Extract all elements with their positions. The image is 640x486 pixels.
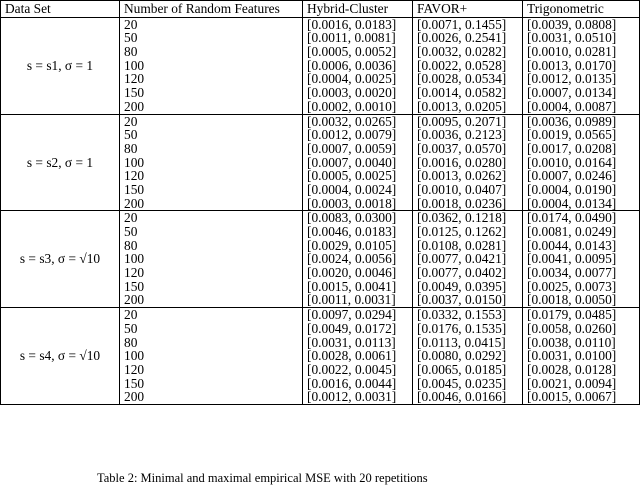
hybrid-cluster-cell-column [303, 308, 413, 405]
favor-plus-cell: [0.0332, 0.1553] [417, 307, 507, 323]
features-cell: 150 [124, 375, 145, 391]
features-cell: 20 [124, 113, 138, 129]
features-cell: 80 [124, 237, 138, 253]
hybrid-cluster-cell: [0.0046, 0.0183] [307, 224, 397, 240]
hybrid-cluster-cell: [0.0022, 0.0045] [307, 361, 397, 377]
trigonometric-cell: [0.0174, 0.0490] [527, 210, 617, 226]
hybrid-cluster-cell-column [303, 17, 413, 114]
favor-plus-cell: [0.0018, 0.0236] [417, 195, 507, 211]
trigonometric-cell: [0.0034, 0.0077] [527, 265, 617, 281]
favor-plus-cell: [0.0125, 0.1262] [417, 224, 507, 240]
hybrid-cluster-cell: [0.0003, 0.0018] [307, 195, 397, 211]
favor-plus-cell: [0.0071, 0.1455] [417, 16, 507, 32]
hybrid-cluster-cell: [0.0005, 0.0025] [307, 168, 397, 184]
hybrid-cluster-cell: [0.0097, 0.0294] [307, 307, 397, 323]
favor-plus-cell-column [413, 114, 523, 211]
hybrid-cluster-cell: [0.0031, 0.0113] [307, 334, 396, 350]
features-cell: 100 [124, 154, 145, 170]
features-cell-column [120, 308, 303, 405]
favor-plus-cell: [0.0065, 0.0185] [417, 361, 507, 377]
dataset-group-row [1, 308, 640, 405]
trigonometric-cell: [0.0007, 0.0134] [527, 85, 617, 101]
header-favor-plus: FAVOR+ [413, 1, 523, 18]
trigonometric-cell: [0.0044, 0.0143] [527, 237, 617, 253]
trigonometric-cell: [0.0036, 0.0989] [527, 113, 617, 129]
header-trigonometric: Trigonometric [523, 1, 640, 18]
favor-plus-cell: [0.0010, 0.0407] [417, 181, 507, 197]
trigonometric-cell: [0.0017, 0.0208] [527, 140, 617, 156]
dataset-label: s = s2, σ = 1 [1, 114, 120, 211]
trigonometric-cell: [0.0010, 0.0164] [527, 154, 617, 170]
table-caption: Table 2: Minimal and maximal empirical MSE with 20 repetitions [97, 471, 428, 485]
favor-plus-cell: [0.0036, 0.2123] [417, 127, 507, 143]
features-cell: 20 [124, 16, 138, 32]
dataset-group-row [1, 114, 640, 211]
features-cell-column [120, 114, 303, 211]
trigonometric-cell-column [523, 211, 640, 308]
header-data-set: Data Set [1, 1, 120, 18]
dataset-label: s = s4, σ = √10 [1, 308, 120, 405]
hybrid-cluster-cell-column [303, 114, 413, 211]
hybrid-cluster-cell: [0.0032, 0.0265] [307, 113, 397, 129]
dataset-group-row [1, 211, 640, 308]
favor-plus-cell: [0.0176, 0.1535] [417, 320, 507, 336]
header-hybrid-cluster: Hybrid-Cluster [303, 1, 413, 18]
dataset-label: s = s1, σ = 1 [1, 17, 120, 114]
favor-plus-cell: [0.0095, 0.2071] [417, 113, 507, 129]
features-cell: 100 [124, 251, 145, 267]
table-body [1, 17, 640, 404]
favor-plus-cell: [0.0362, 0.1218] [417, 210, 507, 226]
trigonometric-cell-column [523, 308, 640, 405]
features-cell: 150 [124, 181, 145, 197]
favor-plus-cell-column [413, 308, 523, 405]
trigonometric-cell: [0.0031, 0.0100] [527, 348, 617, 364]
features-cell: 200 [124, 195, 145, 211]
features-cell: 80 [124, 44, 138, 60]
features-cell: 200 [124, 389, 145, 405]
trigonometric-cell: [0.0179, 0.0485] [527, 307, 617, 323]
trigonometric-cell: [0.0031, 0.0510] [527, 30, 617, 46]
features-cell: 200 [124, 292, 145, 308]
favor-plus-cell: [0.0014, 0.0582] [417, 85, 507, 101]
features-cell: 80 [124, 140, 138, 156]
trigonometric-cell: [0.0013, 0.0170] [527, 57, 617, 73]
hybrid-cluster-cell: [0.0006, 0.0036] [307, 57, 397, 73]
features-cell: 20 [124, 307, 138, 323]
trigonometric-cell: [0.0004, 0.0134] [527, 195, 617, 211]
favor-plus-cell: [0.0026, 0.2541] [417, 30, 507, 46]
hybrid-cluster-cell: [0.0020, 0.0046] [307, 265, 397, 281]
features-cell: 120 [124, 168, 145, 184]
hybrid-cluster-cell: [0.0004, 0.0025] [307, 71, 397, 87]
favor-plus-cell: [0.0045, 0.0235] [417, 375, 507, 391]
favor-plus-cell: [0.0028, 0.0534] [417, 71, 507, 87]
features-cell: 120 [124, 361, 145, 377]
hybrid-cluster-cell: [0.0011, 0.0081] [307, 30, 396, 46]
dataset-group-row [1, 17, 640, 114]
favor-plus-cell: [0.0016, 0.0280] [417, 154, 507, 170]
features-cell: 150 [124, 85, 145, 101]
favor-plus-cell: [0.0032, 0.0282] [417, 44, 507, 60]
header-row [1, 1, 640, 18]
favor-plus-cell-column [413, 17, 523, 114]
hybrid-cluster-cell: [0.0007, 0.0040] [307, 154, 397, 170]
hybrid-cluster-cell: [0.0007, 0.0059] [307, 140, 397, 156]
features-cell: 50 [124, 320, 138, 336]
favor-plus-cell: [0.0013, 0.0205] [417, 98, 507, 114]
trigonometric-cell-column [523, 114, 640, 211]
favor-plus-cell-column [413, 211, 523, 308]
hybrid-cluster-cell: [0.0016, 0.0183] [307, 16, 397, 32]
trigonometric-cell: [0.0004, 0.0087] [527, 98, 617, 114]
features-cell-column [120, 211, 303, 308]
hybrid-cluster-cell: [0.0016, 0.0044] [307, 375, 397, 391]
hybrid-cluster-cell: [0.0049, 0.0172] [307, 320, 397, 336]
hybrid-cluster-cell: [0.0029, 0.0105] [307, 237, 397, 253]
favor-plus-cell: [0.0077, 0.0421] [417, 251, 507, 267]
hybrid-cluster-cell: [0.0012, 0.0079] [307, 127, 397, 143]
trigonometric-cell: [0.0038, 0.0110] [527, 334, 616, 350]
favor-plus-cell: [0.0046, 0.0166] [417, 389, 507, 405]
trigonometric-cell: [0.0004, 0.0190] [527, 181, 617, 197]
features-cell: 100 [124, 57, 145, 73]
hybrid-cluster-cell: [0.0002, 0.0010] [307, 98, 397, 114]
hybrid-cluster-cell: [0.0003, 0.0020] [307, 85, 397, 101]
header-num-features: Number of Random Features [120, 1, 303, 18]
trigonometric-cell: [0.0081, 0.0249] [527, 224, 617, 240]
trigonometric-cell: [0.0010, 0.0281] [527, 44, 617, 60]
features-cell: 200 [124, 98, 145, 114]
trigonometric-cell: [0.0018, 0.0050] [527, 292, 617, 308]
hybrid-cluster-cell: [0.0015, 0.0041] [307, 278, 397, 294]
favor-plus-cell: [0.0013, 0.0262] [417, 168, 507, 184]
hybrid-cluster-cell: [0.0011, 0.0031] [307, 292, 396, 308]
trigonometric-cell: [0.0039, 0.0808] [527, 16, 617, 32]
features-cell: 120 [124, 265, 145, 281]
hybrid-cluster-cell-column [303, 211, 413, 308]
features-cell: 150 [124, 278, 145, 294]
favor-plus-cell: [0.0037, 0.0570] [417, 140, 507, 156]
trigonometric-cell: [0.0019, 0.0565] [527, 127, 617, 143]
features-cell: 80 [124, 334, 138, 350]
trigonometric-cell: [0.0028, 0.0128] [527, 361, 617, 377]
features-cell: 20 [124, 210, 138, 226]
favor-plus-cell: [0.0080, 0.0292] [417, 348, 507, 364]
trigonometric-cell: [0.0058, 0.0260] [527, 320, 617, 336]
favor-plus-cell: [0.0037, 0.0150] [417, 292, 507, 308]
hybrid-cluster-cell: [0.0004, 0.0024] [307, 181, 397, 197]
features-cell-column [120, 17, 303, 114]
favor-plus-cell: [0.0108, 0.0281] [417, 237, 507, 253]
hybrid-cluster-cell: [0.0005, 0.0052] [307, 44, 397, 60]
trigonometric-cell: [0.0041, 0.0095] [527, 251, 617, 267]
hybrid-cluster-cell: [0.0012, 0.0031] [307, 389, 397, 405]
trigonometric-cell: [0.0021, 0.0094] [527, 375, 617, 391]
trigonometric-cell: [0.0012, 0.0135] [527, 71, 617, 87]
favor-plus-cell: [0.0077, 0.0402] [417, 265, 507, 281]
features-cell: 50 [124, 127, 138, 143]
trigonometric-cell: [0.0025, 0.0073] [527, 278, 617, 294]
hybrid-cluster-cell: [0.0028, 0.0061] [307, 348, 397, 364]
favor-plus-cell: [0.0049, 0.0395] [417, 278, 507, 294]
trigonometric-cell-column [523, 17, 640, 114]
dataset-label: s = s3, σ = √10 [1, 211, 120, 308]
features-cell: 50 [124, 224, 138, 240]
features-cell: 120 [124, 71, 145, 87]
features-cell: 50 [124, 30, 138, 46]
favor-plus-cell: [0.0022, 0.0528] [417, 57, 507, 73]
hybrid-cluster-cell: [0.0083, 0.0300] [307, 210, 397, 226]
favor-plus-cell: [0.0113, 0.0415] [417, 334, 506, 350]
features-cell: 100 [124, 348, 145, 364]
trigonometric-cell: [0.0015, 0.0067] [527, 389, 617, 405]
trigonometric-cell: [0.0007, 0.0246] [527, 168, 617, 184]
hybrid-cluster-cell: [0.0024, 0.0056] [307, 251, 397, 267]
